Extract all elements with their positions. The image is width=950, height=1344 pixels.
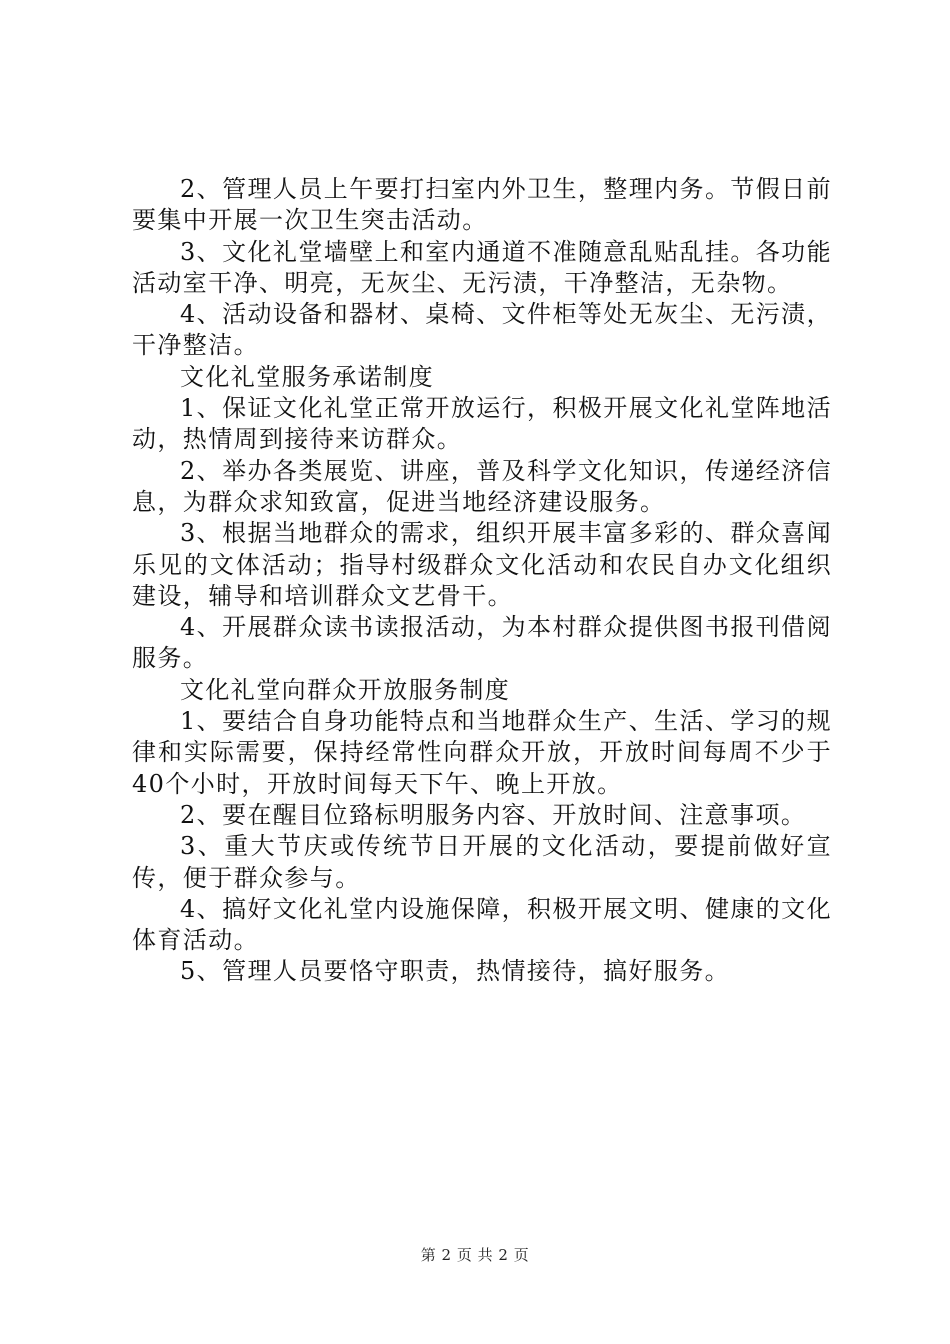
paragraph: 4、活动设备和器材、桌椅、文件柜等处无灰尘、无污渍，干净整洁。 (132, 300, 832, 360)
page-number-footer: 第 2 页 共 2 页 (420, 1246, 530, 1264)
paragraph: 4、搞好文化礼堂内设施保障，积极开展文明、健康的文化体育活动。 (132, 894, 832, 955)
paragraph: 2、举办各类展览、讲座，普及科学文化知识，传递经济信息，为群众求知致富，促进当地经济建设服务。 (132, 456, 832, 516)
paragraph: 2、要在醒目位臵标明服务内容、开放时间、注意事项。 (180, 800, 807, 829)
section-heading: 文化礼堂向群众开放服务制度 (180, 675, 511, 704)
paragraph: 2、管理人员上午要打扫室内外卫生，整理内务。节假日前要集中开展一次卫生突击活动。 (132, 175, 832, 235)
paragraph: 1、保证文化礼堂正常开放运行，积极开展文化礼堂阵地活动，热情周到接待来访群众。 (132, 394, 832, 454)
paragraph: 3、文化礼堂墙壁上和室内通道不准随意乱贴乱挂。各功能活动室干净、明亮，无灰尘、无污渍，干净整洁，无杂物。 (132, 237, 832, 297)
paragraph: 1、要结合自身功能特点和当地群众生产、生活、学习的规律和实际需要，保持经常性向群众开放，开放时间每周不少于40个小时，开放时间每天下午、晚上开放。 (132, 707, 832, 798)
paragraph: 3、根据当地群众的需求，组织开展丰富多彩的、群众喜闻乐见的文体活动；指导村级群众文化活动和农民自办文化组织建设，辅导和培训群众文艺骨干。 (132, 519, 832, 610)
paragraph: 3、重大节庆或传统节日开展的文化活动，要提前做好宣传，便于群众参与。 (132, 832, 832, 892)
paragraph: 4、开展群众读书读报活动，为本村群众提供图书报刊借阅服务。 (132, 613, 832, 673)
section-heading: 文化礼堂服务承诺制度 (180, 362, 434, 391)
paragraph: 5、管理人员要恪守职责，热情接待，搞好服务。 (180, 957, 731, 986)
document-body (132, 174, 832, 988)
